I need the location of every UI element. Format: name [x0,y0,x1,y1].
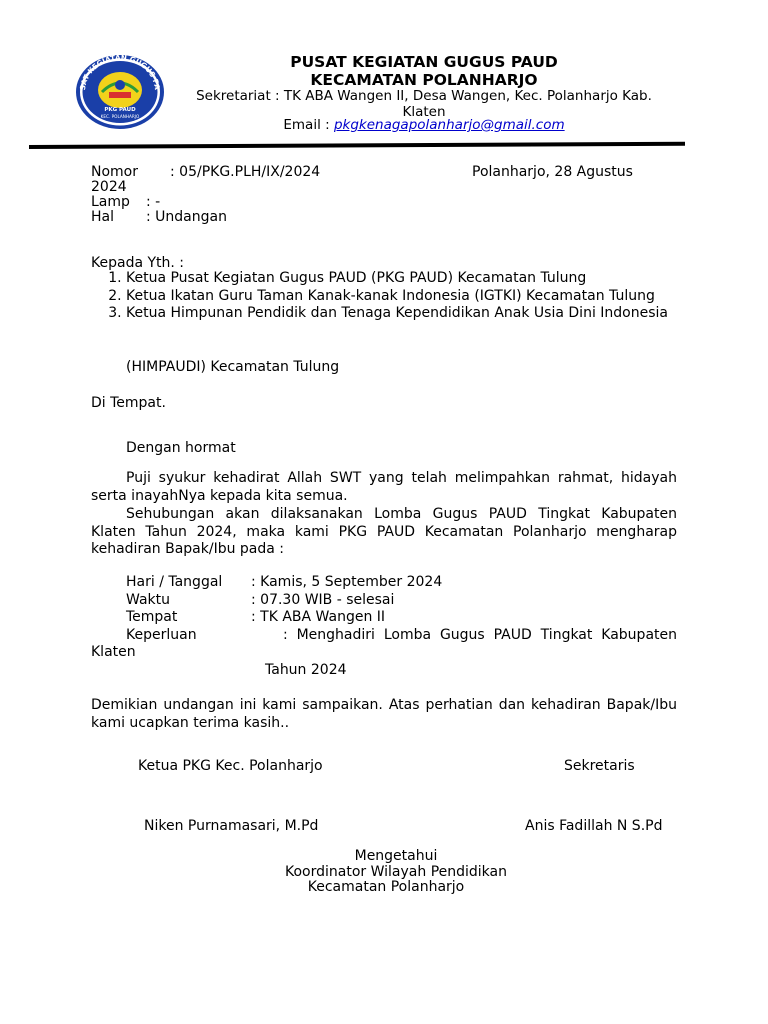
secretariat-address: Sekretariat : TK ABA Wangen II, Desa Wangen, Kec. Polanharjo Kab. Klaten [196,88,652,120]
letter-place-date: Polanharjo, 28 Agustus [472,164,633,180]
letterhead-divider [29,142,685,149]
acknowledgement-title: Koordinator Wilayah Pendidikan [285,864,507,880]
detail-time-label: Waktu [126,591,170,608]
email-label: Email : [283,117,334,133]
organization-name: PUSAT KEGIATAN GUGUS PAUD [290,53,558,71]
recipient-place: Di Tempat. [91,395,166,411]
salutation: Kepada Yth. : [91,255,185,271]
acknowledgement-label: Mengetahui [354,848,438,864]
secretary-title: Sekretaris [564,758,635,774]
email-link[interactable]: pkgkenagapolanharjo@gmail.com [333,117,565,133]
detail-place-value: : TK ABA Wangen II [251,609,386,625]
detail-purpose-value: : Menghadiri Lomba Gugus PAUD Tingkat Kabupaten [282,626,677,643]
recipient-item: 2. Ketua Ikatan Guru Taman Kanak-kanak Indonesia (IGTKI) Kecamatan Tulung [126,288,677,306]
nomor-value: : 05/PKG.PLH/IX/2024 [170,164,321,180]
chair-name: Niken Purnamasari, M.Pd [144,818,319,834]
paragraph-event: Sehubungan akan dilaksanakan Lomba Gugus PAUD Tingkat Kabupaten Klaten Tahun 2024, maka kami PKG PAUD Kecamatan Polanharjo mengharap kehadiran Bapak/Ibu pada : [91,506,677,557]
chair-title: Ketua PKG Kec. Polanharjo [138,758,323,774]
recipient-item: 3. Ketua Himpunan Pendidik dan Tenaga Kependidikan Anak Usia Dini Indonesia [126,305,677,323]
detail-place-label: Tempat [126,609,178,625]
recipient-item: 1. Ketua Pusat Kegiatan Gugus PAUD (PKG PAUD) Kecamatan Tulung [126,270,677,288]
acknowledgement-district: Kecamatan Polanharjo [307,879,465,895]
logo-center-text: PKG PAUD [104,107,136,113]
pkg-paud-emblem-icon [75,54,165,130]
lamp-value: : - [146,194,161,210]
hal-value: : Undangan [146,209,227,225]
letter-year: 2024 [91,179,127,195]
logo-ring-text-bottom: KEC. POLANHARJO [100,114,140,119]
organization-district: KECAMATAN POLANHARJO [310,71,538,89]
greeting: Dengan hormat [126,440,236,456]
email-line [180,117,668,134]
nomor-label: Nomor [91,164,138,180]
paragraph-closing: Demikian undangan ini kami sampaikan. Atas perhatian dan kehadiran Bapak/Ibu kami ucapkan terima kasih.. [91,697,677,731]
secretary-name: Anis Fadillah N S.Pd [525,818,663,834]
recipient-list [91,270,677,323]
detail-time-value: : 07.30 WIB - selesai [251,591,395,608]
detail-day-value: : Kamis, 5 September 2024 [251,574,443,590]
hal-label: Hal [91,209,114,225]
organization-logo [75,54,165,130]
event-details [91,574,677,684]
detail-purpose-continuation: Tahun 2024 [265,661,347,678]
detail-purpose-wrap: Klaten [91,644,136,660]
logo-ring-text-top: SAT KEGIATAN GUGUS PA [77,54,162,91]
detail-purpose-label: Keperluan [126,626,197,643]
recipient-item-continuation: (HIMPAUDI) Kecamatan Tulung [126,359,340,375]
detail-day-label: Hari / Tanggal [126,574,223,590]
paragraph-opening: Puji syukur kehadirat Allah SWT yang telah melimpahkan rahmat, hidayah serta inayahNya kepada kita semua. [91,470,677,504]
recipient-list-wrap [91,270,677,323]
lamp-label: Lamp [91,194,130,210]
